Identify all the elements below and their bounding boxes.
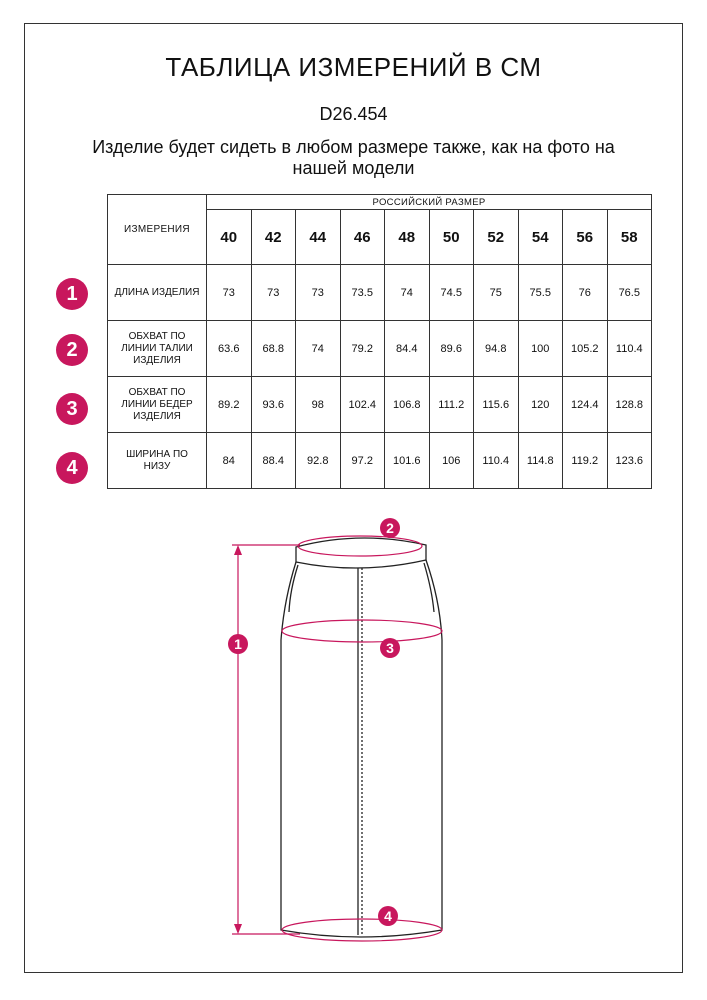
row-badge-2: 2 xyxy=(56,334,88,366)
waist-ellipse xyxy=(298,536,422,556)
value-cell: 124.4 xyxy=(563,377,608,433)
fit-note: Изделие будет сидеть в любом размере также, как на фото на нашей модели xyxy=(92,137,615,178)
row-label: ДЛИНА ИЗДЕЛИЯ xyxy=(108,265,207,321)
value-cell: 105.2 xyxy=(563,321,608,377)
value-cell: 93.6 xyxy=(251,377,296,433)
value-cell: 84 xyxy=(207,433,252,489)
size-header: 46 xyxy=(340,210,385,265)
size-header: 42 xyxy=(251,210,296,265)
value-cell: 120 xyxy=(518,377,563,433)
value-cell: 119.2 xyxy=(563,433,608,489)
value-cell: 88.4 xyxy=(251,433,296,489)
marker-3-label: 3 xyxy=(386,640,394,656)
row-badge-1: 1 xyxy=(56,278,88,310)
value-cell: 89.2 xyxy=(207,377,252,433)
value-cell: 101.6 xyxy=(385,433,430,489)
diagram-markers xyxy=(228,518,400,926)
value-cell: 73 xyxy=(296,265,341,321)
value-cell: 79.2 xyxy=(340,321,385,377)
value-cell: 68.8 xyxy=(251,321,296,377)
length-arrow-bottom xyxy=(234,924,242,934)
size-header: 52 xyxy=(474,210,519,265)
size-header: 48 xyxy=(385,210,430,265)
value-cell: 97.2 xyxy=(340,433,385,489)
value-cell: 128.8 xyxy=(607,377,652,433)
value-cell: 106 xyxy=(429,433,474,489)
value-cell: 111.2 xyxy=(429,377,474,433)
length-arrow-top xyxy=(234,545,242,555)
value-cell: 75 xyxy=(474,265,519,321)
size-header: 54 xyxy=(518,210,563,265)
value-cell: 73.5 xyxy=(340,265,385,321)
value-cell: 110.4 xyxy=(607,321,652,377)
marker-1-label: 1 xyxy=(234,636,242,652)
size-group-header: РОССИЙСКИЙ РАЗМЕР xyxy=(207,195,652,210)
value-cell: 89.6 xyxy=(429,321,474,377)
measurements-header: ИЗМЕРЕНИЯ xyxy=(108,195,207,265)
product-code: D26.454 xyxy=(319,104,388,124)
row-badge-3: 3 xyxy=(56,393,88,425)
value-cell: 73 xyxy=(207,265,252,321)
value-cell: 98 xyxy=(296,377,341,433)
marker-2-label: 2 xyxy=(386,520,394,536)
row-label: ОБХВАТ ПО ЛИНИИ БЕДЕР ИЗДЕЛИЯ xyxy=(108,377,207,433)
row-badge-4: 4 xyxy=(56,452,88,484)
value-cell: 74.5 xyxy=(429,265,474,321)
value-cell: 75.5 xyxy=(518,265,563,321)
size-header: 40 xyxy=(207,210,252,265)
value-cell: 102.4 xyxy=(340,377,385,433)
value-cell: 76 xyxy=(563,265,608,321)
value-cell: 74 xyxy=(296,321,341,377)
size-header: 50 xyxy=(429,210,474,265)
value-cell: 74 xyxy=(385,265,430,321)
size-header: 58 xyxy=(607,210,652,265)
value-cell: 94.8 xyxy=(474,321,519,377)
size-header: 44 xyxy=(296,210,341,265)
value-cell: 63.6 xyxy=(207,321,252,377)
page-title: ТАБЛИЦА ИЗМЕРЕНИЙ В СМ xyxy=(165,52,542,82)
value-cell: 76.5 xyxy=(607,265,652,321)
value-cell: 92.8 xyxy=(296,433,341,489)
value-cell: 115.6 xyxy=(474,377,519,433)
value-cell: 114.8 xyxy=(518,433,563,489)
row-label: ШИРИНА ПО НИЗУ xyxy=(108,433,207,489)
value-cell: 73 xyxy=(251,265,296,321)
value-cell: 110.4 xyxy=(474,433,519,489)
size-header: 56 xyxy=(563,210,608,265)
value-cell: 84.4 xyxy=(385,321,430,377)
hip-ellipse xyxy=(282,620,442,642)
value-cell: 106.8 xyxy=(385,377,430,433)
value-cell: 100 xyxy=(518,321,563,377)
value-cell: 123.6 xyxy=(607,433,652,489)
row-label: ОБХВАТ ПО ЛИНИИ ТАЛИИ ИЗДЕЛИЯ xyxy=(108,321,207,377)
marker-4-label: 4 xyxy=(384,908,392,924)
